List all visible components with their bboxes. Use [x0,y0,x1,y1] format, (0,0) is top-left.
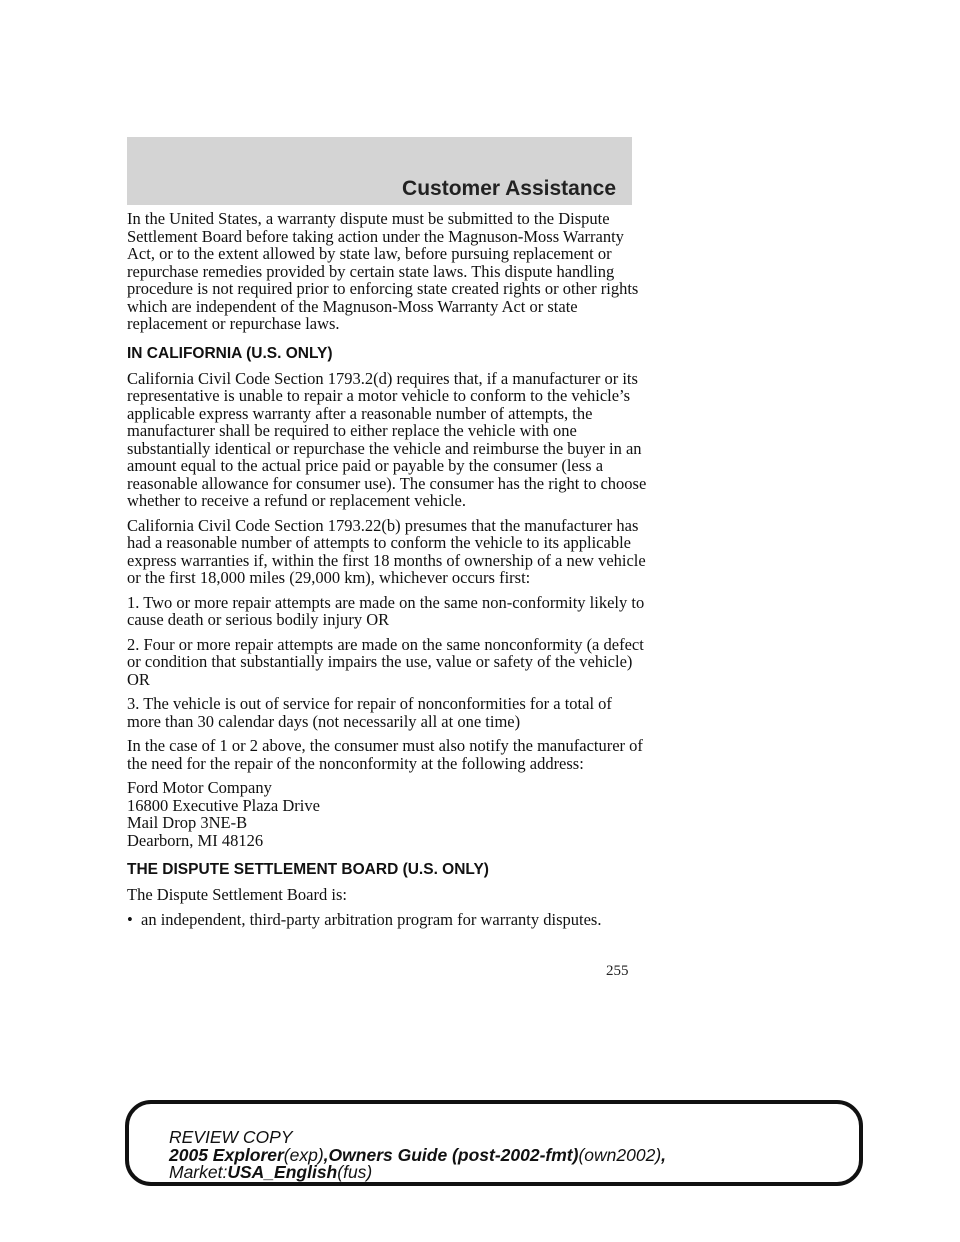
page-content [127,210,647,935]
review-copy-label: REVIEW COPY [169,1127,293,1147]
heading-dispute-board: THE DISPUTE SETTLEMENT BOARD (U.S. ONLY) [127,861,489,878]
review-copy-text [169,1129,666,1182]
paragraph-civil-code-1793-22: California Civil Code Section 1793.22(b) presumes that the manufacturer has had a reasonable number of attempts to conform the vehicle to its applicable express warranties if, within the first 18 months of ownership of a new vehicle or the first 18,000 miles (29,000 km), whichever occurs first: [127,515,646,587]
address-line: 16800 Executive Plaza Drive [127,795,320,815]
review-copy-box [125,1100,863,1186]
paragraph-board-is: The Dispute Settlement Board is: [127,885,347,904]
bullet-text: an independent, third-party arbitration program for warranty disputes. [141,909,602,929]
bullet-item [127,911,647,929]
address-line: Mail Drop 3NE-B [127,813,248,832]
review-copy-doc-line: 2005 Explorer(exp),Owners Guide (post-2002-fmt)(own2002), [169,1144,667,1165]
review-copy-market-line: Market:USA_English(fus) [169,1162,373,1182]
ford-address-block [127,779,647,849]
bullet-icon: • [127,909,133,929]
paragraph-warranty-dispute: In the United States, a warranty dispute must be submitted to the Dispute Settlement Board before taking action under the Magnuson-Moss Warranty Act, or to the extent allowed by state law, before pursuing replacement or repurchase remedies provided by certain state laws. This dispute handling procedure is not required prior to enforcing state created rights or other rights which are independent of the Magnuson-Moss Warranty Act or state replacement or repurchase laws. [127,209,639,333]
address-line: Ford Motor Company [127,778,272,797]
list-item-1: 1. Two or more repair attempts are made on the same non-conformity likely to cause death or serious bodily injury OR [127,592,645,629]
heading-california: IN CALIFORNIA (U.S. ONLY) [127,344,333,362]
list-item-2: 2. Four or more repair attempts are made on the same nonconformity (a defect or condition that substantially impairs the use, value or safety of the vehicle) OR [127,634,644,689]
section-header-band [127,137,632,205]
section-title: Customer Assistance [402,177,616,200]
address-line: Dearborn, MI 48126 [127,830,264,850]
list-item-3: 3. The vehicle is out of service for repair of nonconformities for a total of more than 30 calendar days (not necessarily all at one time) [127,694,612,731]
page-number: 255 [606,963,629,979]
paragraph-civil-code-1793-2: California Civil Code Section 1793.2(d) requires that, if a manufacturer or its representative is unable to repair a motor vehicle to conform to the vehicle’s applicable express warranty after a reasonable number of attempts, the manufacturer shall be required to either replace the vehicle with one substantially identical or repurchase the vehicle and reimburse the buyer in an amount equal to the actual price paid or payable by the consumer (less a reasonable allowance for consumer use). The consumer has the right to choose whether to receive a refund or replacement vehicle. [127,368,647,510]
paragraph-notify: In the case of 1 or 2 above, the consumer must also notify the manufacturer of the need for the repair of the nonconformity at the following address: [127,736,643,773]
